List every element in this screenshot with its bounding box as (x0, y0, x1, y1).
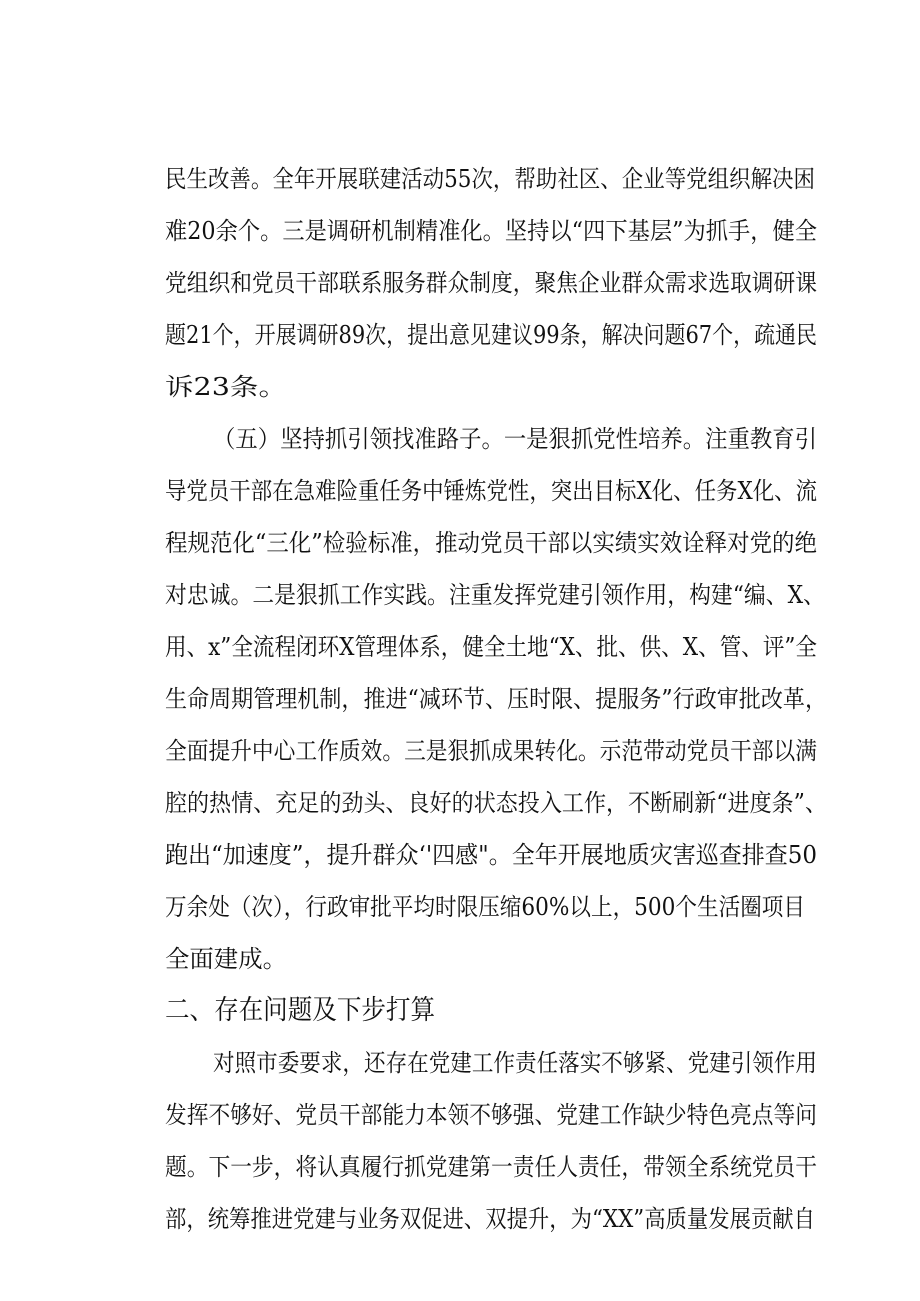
paragraph-line (0, 1152, 920, 1204)
paragraph-line (0, 476, 920, 528)
heading-text: 二、存在问题及下步打算 (165, 995, 435, 1026)
line-text: 导党员干部在急难险重任务中锤炼党性，突出目标X化、任务X化、流 (165, 477, 817, 505)
paragraph-line (0, 788, 920, 840)
paragraph-line (0, 840, 920, 892)
line-text: 题。下一步，将认真履行抓党建第一责任人责任，带领全系统党员干 (165, 1153, 817, 1181)
paragraph-line (0, 372, 920, 424)
paragraph-line (0, 684, 920, 736)
line-text: 诉23条。 (165, 373, 287, 401)
line-text: 万余处（次），行政审批平均时限压缩60%以上，500个生活圈项目 (165, 893, 805, 921)
line-text: 生命周期管理机制，推进“减环节、压时限、提服务”行政审批改革， (165, 685, 827, 713)
line-text: 党组织和党员干部联系服务群众制度，聚焦企业群众需求选取调研课 (165, 269, 817, 297)
paragraph-line (0, 892, 920, 944)
line-text: 全面建成。 (165, 945, 287, 973)
line-text: 对忠诚。二是狠抓工作实践。注重发挥党建引领作用，构建“编、X、 (165, 581, 825, 609)
paragraph-line (0, 580, 920, 632)
line-text: 题21个，开展调研89次，提出意见建议99条，解决问题67个，疏通民 (165, 321, 817, 349)
paragraph-line (0, 1048, 920, 1100)
paragraph-line (0, 216, 920, 268)
paragraph-line (0, 268, 920, 320)
line-text: （五）坚持抓引领找准路子。一是狠抓党性培养。注重教育引 (213, 425, 817, 453)
paragraph-line (0, 736, 920, 788)
line-text: 全面提升中心工作质效。三是狠抓成果转化。示范带动党员干部以满 (165, 737, 817, 765)
paragraph-line (0, 944, 920, 996)
line-text: 对照市委要求，还存在党建工作责任落实不够紧、党建引领作用 (213, 1049, 817, 1077)
paragraph-line (0, 632, 920, 684)
line-text: 部，统筹推进党建与业务双促进、双提升，为“XX”高质量发展贡献自 (165, 1205, 815, 1233)
line-text: 发挥不够好、党员干部能力本领不够强、党建工作缺少特色亮点等问 (165, 1101, 817, 1129)
section-heading (0, 996, 920, 1048)
line-text: 难20余个。三是调研机制精准化。坚持以“四下基层”为抓手，健全 (165, 217, 817, 245)
paragraph-line (0, 528, 920, 580)
paragraph-line (0, 164, 920, 216)
line-text: 民生改善。全年开展联建活动55次，帮助社区、企业等党组织解决困 (165, 165, 815, 193)
paragraph-line (0, 424, 920, 476)
paragraph-line (0, 1204, 920, 1256)
paragraph-line (0, 1100, 920, 1152)
line-text: 腔的热情、充足的劲头、良好的状态投入工作，不断刷新“进度条”、 (165, 789, 827, 817)
line-text: 程规范化“三化”检验标准，推动党员干部以实绩实效诠释对党的绝 (165, 529, 817, 557)
line-text: 用、x”全流程闭环X管理体系，健全土地“X、批、供、X、管、评”全 (165, 633, 817, 661)
paragraph-line (0, 320, 920, 372)
line-text: 跑出“加速度”，提升群众‘'四感"。全年开展地质灾害巡查排查50 (165, 841, 817, 869)
